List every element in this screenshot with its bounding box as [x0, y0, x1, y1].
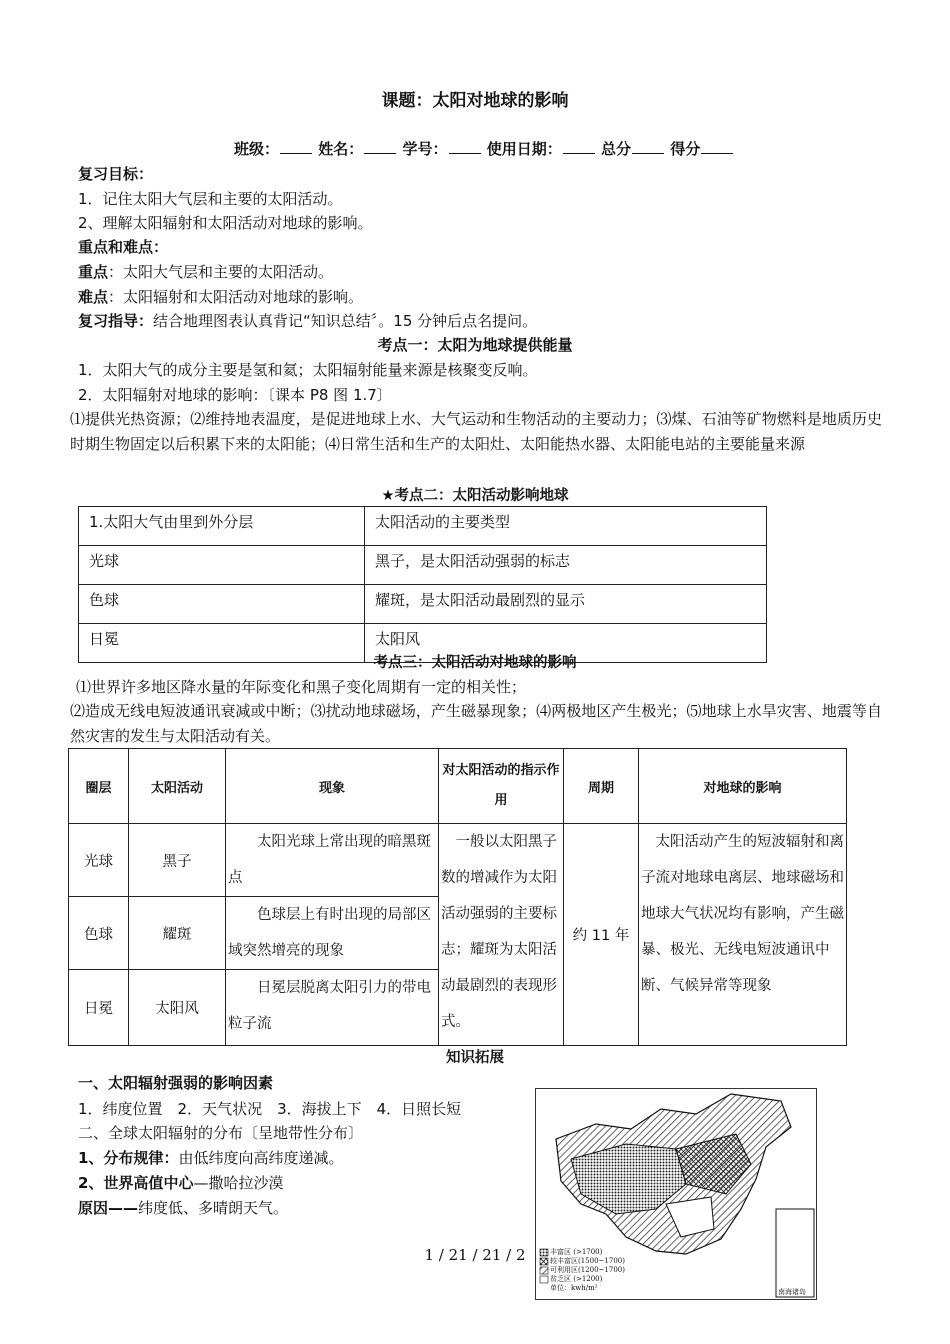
total-blank[interactable]	[632, 141, 664, 154]
indication-cell: 一般以太阳黑子数的增减作为太阳活动强弱的主要标志；耀斑为太阳活动最剧烈的表现形式。	[439, 824, 564, 1046]
legend-swatch-usable	[540, 1267, 548, 1274]
table-cell: 黑子，是太阳活动强弱的标志	[365, 546, 767, 585]
legend-item: 可利用区(1200~1700)	[550, 1266, 625, 1274]
table-cell: 耀斑，是太阳活动最剧烈的显示	[365, 585, 767, 624]
key-heading: 重点和难点：	[78, 238, 169, 256]
guide-text: 结合地理图表认真背记“知识总结〞。15 分钟后点名提问。	[153, 312, 538, 330]
phenomenon-cell: 太阳光球上常出现的暗黑斑点	[226, 824, 439, 897]
period-cell: 约 11 年	[564, 824, 639, 1046]
activity-table	[68, 748, 847, 1046]
extension-sub1: 一、太阳辐射强弱的影响因素	[78, 1074, 274, 1092]
point1-line2: 2．太阳辐射对地球的影响：〔课本 P8 图 1.7〕	[78, 386, 392, 404]
table-cell: 光球	[79, 546, 365, 585]
guide-label: 复习指导：	[78, 312, 154, 330]
class-blank[interactable]	[280, 141, 312, 154]
layer-cell: 日冕	[69, 970, 129, 1046]
review-item-1: 1．记住太阳大气层和主要的太阳活动。	[78, 190, 343, 208]
difficult-point	[78, 286, 363, 307]
score-blank[interactable]	[701, 141, 733, 154]
point1-paragraph: ⑴提供光热资源；⑵维持地表温度，是促进地球上水、大气运动和生物活动的主要动力；⑶煤、石油等矿物燃料是地质历史时期生物固定以后积累下来的太阳能；⑷日常生活和生产的太阳灶、太阳能热水器、太阳能电站的主要能量来源	[70, 410, 882, 453]
rule-label: 1、分布规律：	[78, 1149, 179, 1167]
phenomenon-cell: 色球层上有时出现的局部区域突然增亮的现象	[226, 897, 439, 970]
table-header-row	[69, 749, 847, 824]
high-center	[78, 1172, 283, 1193]
china-radiation-map	[535, 1088, 817, 1300]
header-layer: 圈层	[69, 749, 129, 824]
effect-cell: 太阳活动产生的短波辐射和离子流对地球电离层、地球磁场和地球大气状况均有影响，产生磁暴、极光、无线电短波通讯中断、气候异常等现象	[639, 824, 847, 1046]
center-label: 2、世界高值中心	[78, 1174, 194, 1192]
table-cell: 色球	[79, 585, 365, 624]
date-blank[interactable]	[563, 141, 595, 154]
table-cell: 太阳风	[365, 624, 767, 663]
key-text: ：太阳大气层和主要的太阳活动。	[108, 263, 334, 281]
legend-item: 丰富区 (>1700)	[550, 1248, 603, 1256]
table-cell: 1.太阳大气由里到外分层	[79, 507, 365, 546]
score-label: 得分	[670, 140, 701, 158]
activity-cell: 太阳风	[129, 970, 226, 1046]
review-item-2: 2、理解太阳辐射和太阳活动对地球的影响。	[78, 214, 373, 232]
extension-heading: 知识拓展	[446, 1050, 504, 1066]
review-heading: 复习目标：	[78, 165, 154, 183]
layers-table	[78, 506, 767, 663]
layer-cell: 光球	[69, 824, 129, 897]
table-row	[79, 507, 767, 546]
diff-label: 难点	[78, 288, 109, 306]
extension-sub2: 二、全球太阳辐射的分布〔呈地带性分布〕	[78, 1124, 364, 1142]
date-label: 使用日期：	[486, 140, 562, 158]
legend-unit: 单位：kwh/m²	[550, 1284, 598, 1292]
point3-paragraph: ⑵造成无线电短波通讯衰减或中断；⑶扰动地球磁场，产生磁暴现象；⑷两极地区产生极光；⑸地球上水旱灾害、地震等自然灾害的发生与太阳活动有关。	[70, 702, 882, 745]
table-row	[79, 546, 767, 585]
inset-label: 南海诸岛	[778, 1288, 806, 1296]
total-label: 总分	[601, 140, 632, 158]
legend-swatch-poor	[540, 1276, 548, 1283]
activity-cell: 耀斑	[129, 897, 226, 970]
legend-item: 较丰富区(1500~1700)	[550, 1257, 625, 1265]
name-blank[interactable]	[364, 141, 396, 154]
point1-line1: 1．太阳大气的成分主要是氢和氦；太阳辐射能量来源是核聚变反响。	[78, 361, 538, 379]
table-row	[79, 585, 767, 624]
id-label: 学号：	[402, 140, 448, 158]
point2-heading: ★考点二：太阳活动影响地球	[381, 488, 569, 504]
distribution-rule	[78, 1147, 343, 1168]
review-guide	[78, 310, 537, 331]
point3-line1: ⑴世界许多地区降水量的年际变化和黑子变化周期有一定的相关性；	[76, 678, 527, 696]
student-info-line	[234, 138, 734, 159]
name-label: 姓名：	[318, 140, 364, 158]
center-text: —撒哈拉沙漠	[193, 1174, 284, 1192]
point3-heading: 考点三：太阳活动对地球的影响	[373, 655, 577, 671]
layer-cell: 色球	[69, 897, 129, 970]
header-activity: 太阳活动	[129, 749, 226, 824]
key-point	[78, 261, 333, 282]
reason-label: 原因——	[78, 1199, 139, 1217]
key-label: 重点	[78, 263, 109, 281]
extension-factors: 1．纬度位置 2．天气状况 3．海拔上下 4．日照长短	[78, 1100, 462, 1118]
point1-heading: 考点一：太阳为地球提供能量	[377, 336, 573, 354]
header-period: 周期	[564, 749, 639, 824]
page-number: 1 / 21 / 21 / 2	[424, 1246, 526, 1264]
page-title: 课题：太阳对地球的影响	[381, 91, 569, 111]
table-cell: 太阳活动的主要类型	[365, 507, 767, 546]
class-label: 班级：	[234, 140, 280, 158]
header-indication: 对太阳活动的指示作用	[439, 749, 564, 824]
id-blank[interactable]	[449, 141, 481, 154]
table-row	[69, 824, 847, 897]
diff-text: ：太阳辐射和太阳活动对地球的影响。	[108, 288, 364, 306]
activity-cell: 黑子	[129, 824, 226, 897]
reason	[78, 1197, 288, 1218]
table-cell: 日冕	[79, 624, 365, 663]
header-effect: 对地球的影响	[639, 749, 847, 824]
legend-item: 贫乏区 (>1200)	[550, 1275, 603, 1283]
phenomenon-cell: 日冕层脱离太阳引力的带电粒子流	[226, 970, 439, 1046]
reason-text: 纬度低、多晴朗天气。	[138, 1199, 289, 1217]
header-phenomenon: 现象	[226, 749, 439, 824]
rule-text: 由低纬度向高纬度递减。	[178, 1149, 344, 1167]
